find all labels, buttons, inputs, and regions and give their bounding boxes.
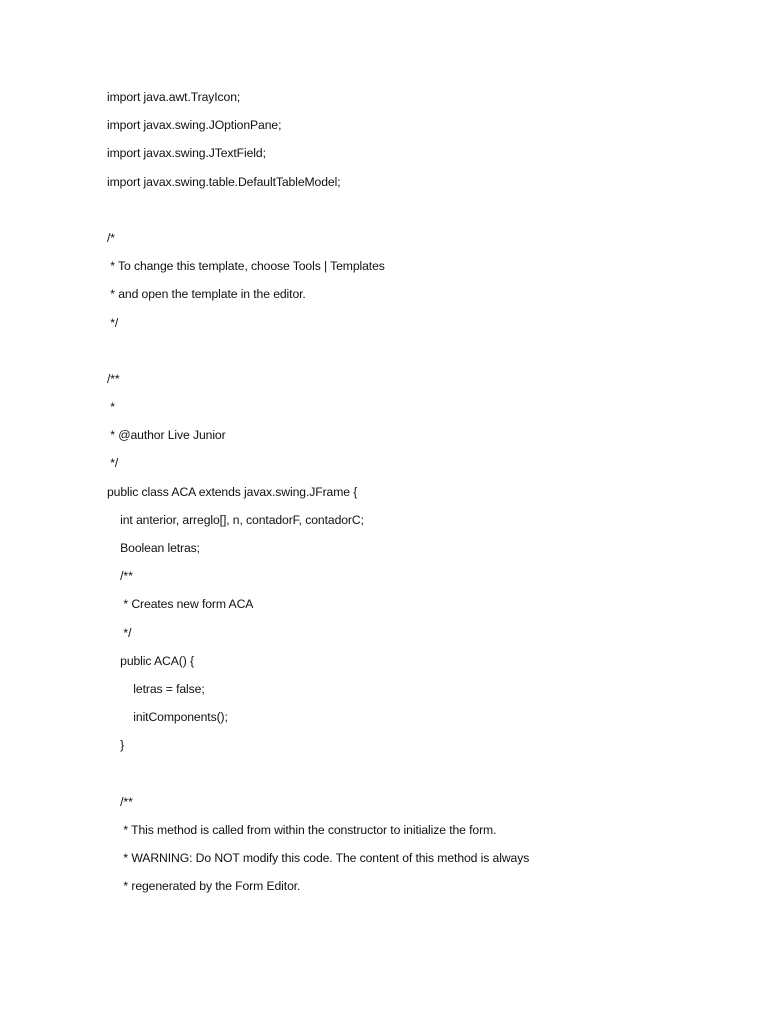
code-line: [107, 340, 747, 368]
code-line: import javax.swing.JOptionPane;: [107, 118, 282, 133]
code-line: initComponents();: [107, 710, 228, 725]
code-line: * WARNING: Do NOT modify this code. The content of this method is always: [107, 851, 530, 866]
code-line: }: [107, 738, 125, 753]
code-line: */: [107, 625, 132, 640]
code-line: * Creates new form ACA: [107, 597, 254, 612]
code-line: public ACA() {: [107, 653, 194, 668]
code-line: /**: [107, 794, 133, 809]
code-line: [107, 199, 747, 227]
code-line: *: [107, 400, 115, 415]
code-line: * This method is called from within the constructor to initialize the form.: [107, 822, 497, 837]
code-line: import javax.swing.table.DefaultTableModel;: [107, 174, 341, 189]
code-line: import javax.swing.JTextField;: [107, 146, 266, 161]
code-line: public class ACA extends javax.swing.JFrame {: [107, 484, 358, 499]
code-line: * and open the template in the editor.: [107, 287, 306, 302]
code-line: int anterior, arreglo[], n, contadorF, contadorC;: [107, 512, 364, 527]
code-line: * @author Live Junior: [107, 428, 226, 443]
code-line: * regenerated by the Form Editor.: [107, 879, 301, 894]
code-line: /**: [107, 371, 120, 386]
code-line: /*: [107, 230, 115, 245]
code-line: [107, 763, 747, 791]
code-line: */: [107, 456, 119, 471]
code-listing: [107, 86, 747, 903]
code-line: * To change this template, choose Tools | Templates: [107, 259, 385, 274]
code-line: */: [107, 315, 119, 330]
code-line: letras = false;: [107, 681, 205, 696]
code-line: import java.awt.TrayIcon;: [107, 90, 241, 104]
code-line: /**: [107, 569, 133, 584]
code-line: Boolean letras;: [107, 541, 200, 555]
